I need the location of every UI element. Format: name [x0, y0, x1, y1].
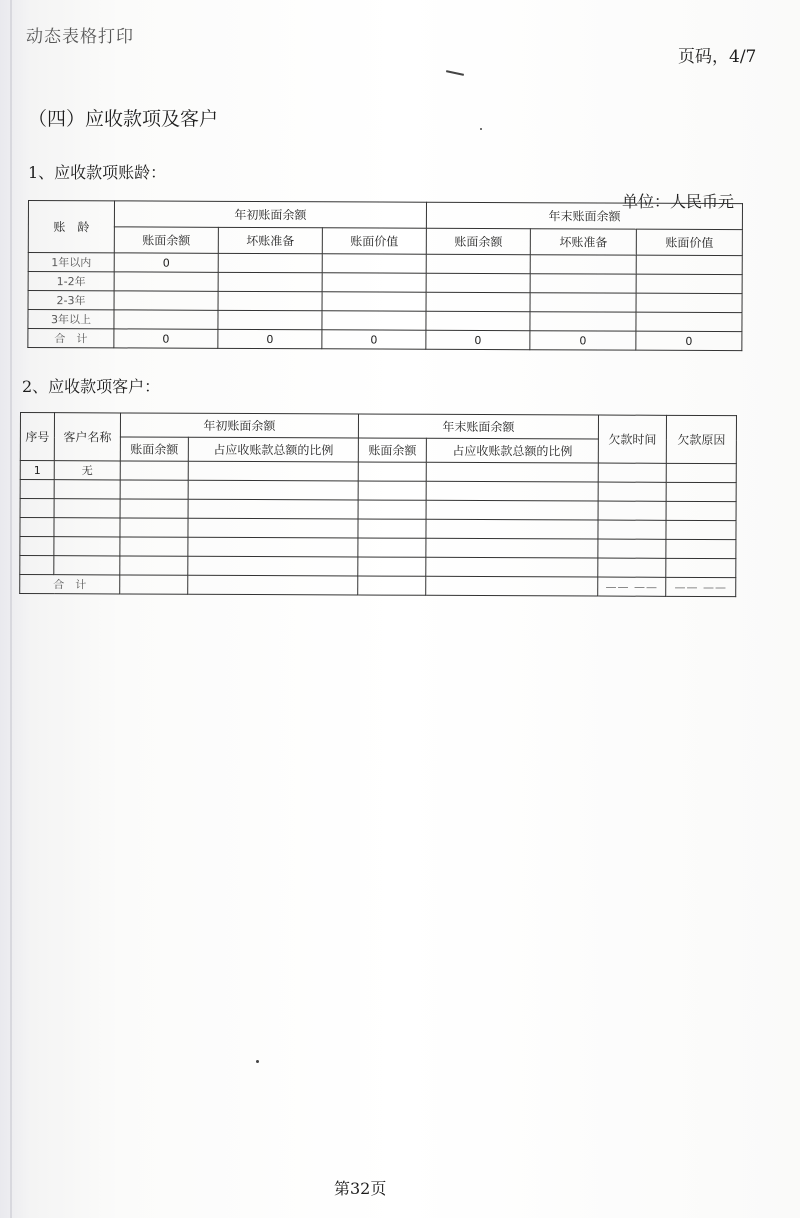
cell — [358, 519, 426, 538]
cell — [426, 292, 530, 311]
cell — [20, 480, 54, 499]
sub-header: 账面余额 — [358, 438, 426, 462]
aging-group-begin: 年初账面余额 — [114, 201, 426, 228]
total-label: 合 计 — [28, 329, 114, 348]
print-header: 动态表格打印 — [26, 27, 134, 47]
customer-table — [19, 412, 737, 597]
customer-subtitle: 2、应收款项客户： — [22, 377, 161, 396]
cell — [188, 461, 358, 481]
cell — [120, 556, 188, 575]
cell — [120, 537, 188, 556]
cell — [358, 500, 426, 519]
cell — [120, 518, 188, 537]
cell — [598, 463, 666, 482]
cell — [218, 272, 322, 291]
cell — [188, 556, 358, 576]
cell — [20, 537, 54, 556]
cell — [120, 461, 188, 480]
aging-subtitle: 1、应收款项账龄： — [28, 163, 167, 182]
cell — [426, 273, 530, 292]
cell: 0 — [530, 331, 636, 350]
cell — [426, 538, 598, 558]
cell — [120, 480, 188, 499]
aging-table — [27, 200, 743, 351]
cell — [114, 291, 218, 310]
cell: 0 — [322, 330, 426, 349]
cell — [426, 311, 530, 330]
cell — [54, 499, 120, 518]
cell — [636, 255, 742, 274]
cell — [358, 576, 426, 595]
cell — [188, 518, 358, 538]
sub-header: 坏账准备 — [530, 229, 636, 255]
cell — [54, 518, 120, 537]
cell — [666, 520, 736, 539]
cell — [426, 557, 598, 577]
cell — [120, 575, 188, 594]
cell: 0 — [636, 331, 742, 350]
cell — [54, 537, 120, 556]
section-title: （四）应收款项及客户 — [28, 108, 219, 130]
scan-speck — [256, 1060, 259, 1063]
cell — [322, 292, 426, 311]
cell — [426, 481, 598, 501]
total-row — [28, 329, 742, 351]
cell — [666, 539, 736, 558]
total-row — [20, 575, 736, 597]
cell — [20, 518, 54, 537]
col-time-header: 欠款时间 — [598, 415, 666, 463]
scan-speck — [480, 128, 482, 130]
cell — [358, 462, 426, 481]
cell — [358, 481, 426, 500]
total-label: 合 计 — [20, 575, 120, 594]
row-label: 3年以上 — [28, 310, 114, 329]
cell — [20, 499, 54, 518]
cell — [114, 272, 218, 291]
cell — [598, 520, 666, 539]
cell — [426, 462, 598, 482]
col-name-header: 客户名称 — [54, 413, 120, 461]
cell — [636, 274, 742, 293]
cell — [666, 463, 736, 482]
cell — [636, 293, 742, 312]
cell — [54, 556, 120, 575]
cust-group-begin: 年初账面余额 — [120, 413, 358, 438]
aging-group-end: 年末账面余额 — [426, 202, 742, 229]
sub-header: 账面余额 — [120, 437, 188, 461]
cell — [188, 480, 358, 500]
sub-header: 占应收账款总额的比例 — [426, 438, 598, 463]
row-number: 1 — [20, 461, 54, 480]
cell — [598, 539, 666, 558]
cell — [188, 537, 358, 557]
total-time-dash: —— —— — [598, 577, 666, 596]
cell — [322, 273, 426, 292]
cell — [666, 558, 736, 577]
cell — [358, 557, 426, 576]
sub-header: 账面价值 — [636, 229, 742, 255]
cell — [426, 500, 598, 520]
cell — [530, 293, 636, 312]
sub-header: 账面余额 — [114, 227, 218, 253]
col-no-header: 序号 — [20, 413, 54, 461]
cell: 0 — [114, 329, 218, 348]
cell — [218, 253, 322, 272]
customer-name: 无 — [54, 461, 120, 480]
cell — [114, 310, 218, 329]
cell — [426, 519, 598, 539]
page-number: 页码，4/7 — [678, 47, 757, 67]
sub-header: 账面余额 — [426, 228, 530, 254]
cell — [358, 538, 426, 557]
aging-col-header: 账 龄 — [28, 201, 114, 253]
cell — [322, 254, 426, 273]
cell — [598, 501, 666, 520]
cell — [218, 291, 322, 310]
cell: 0 — [114, 253, 218, 272]
cell — [598, 558, 666, 577]
cell — [636, 312, 742, 331]
cell — [598, 482, 666, 501]
cell — [530, 312, 636, 331]
col-reason-header: 欠款原因 — [666, 415, 736, 463]
total-reason-dash: —— —— — [666, 577, 736, 596]
cell — [322, 311, 426, 330]
sub-header: 账面价值 — [322, 228, 426, 254]
cell — [426, 576, 598, 596]
row-label: 2-3年 — [28, 291, 114, 310]
cell: 0 — [218, 329, 322, 348]
cell — [426, 254, 530, 273]
currency-unit: 单位：人民币元 — [622, 192, 735, 211]
cell — [188, 575, 358, 595]
cell — [188, 499, 358, 519]
footer-page-number: 第32页 — [334, 1179, 387, 1198]
sub-header: 占应收账款总额的比例 — [188, 437, 358, 462]
cell — [54, 480, 120, 499]
cell — [666, 482, 736, 501]
binding-edge — [10, 0, 12, 1218]
cell: 0 — [426, 330, 530, 349]
cell — [218, 310, 322, 329]
row-label: 1-2年 — [28, 272, 114, 291]
sub-header: 坏账准备 — [218, 227, 322, 253]
cell — [666, 501, 736, 520]
cust-group-end: 年末账面余额 — [358, 414, 598, 439]
row-label: 1年以内 — [28, 253, 114, 272]
cell — [20, 556, 54, 575]
cell — [530, 255, 636, 274]
cell — [530, 274, 636, 293]
cell — [120, 499, 188, 518]
